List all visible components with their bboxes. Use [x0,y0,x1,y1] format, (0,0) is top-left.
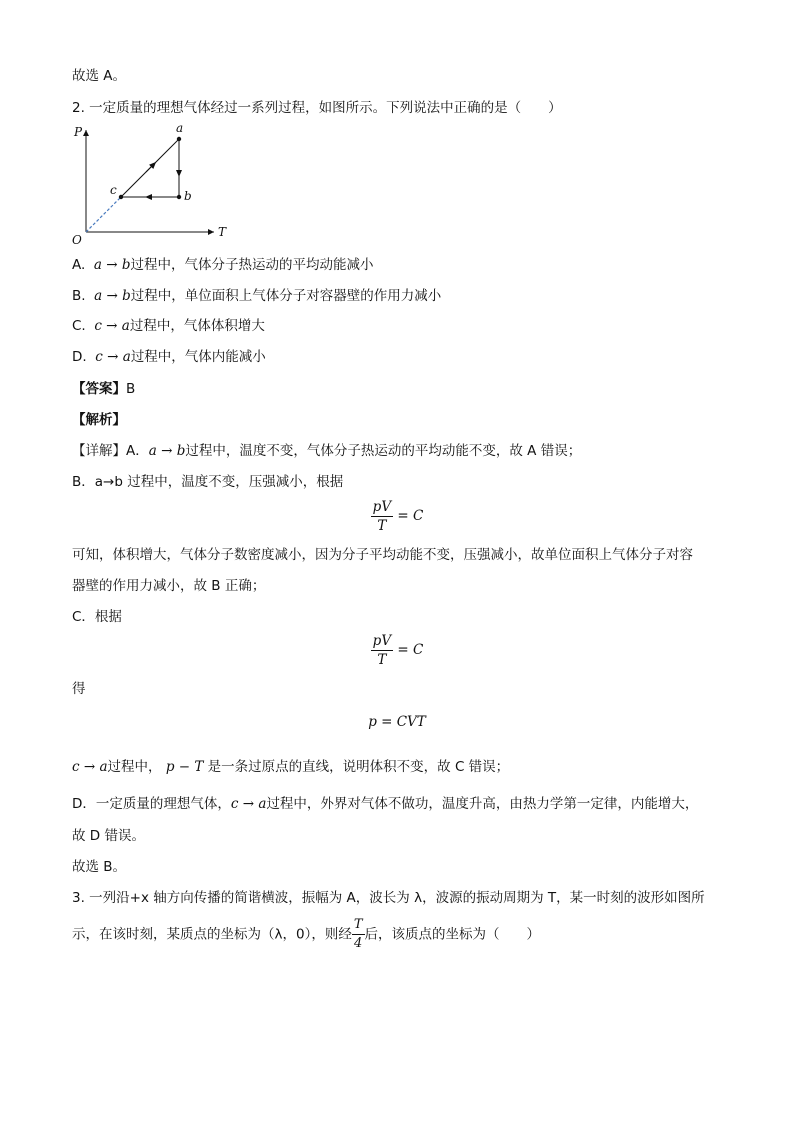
origin-label: O [72,233,82,247]
prev-conclusion: 故选 A。 [72,68,127,84]
extension-line [86,197,121,232]
answer-line: 【答案】B [72,381,136,397]
option-d: D. c → a过程中，气体内能减小 [72,349,266,365]
detail-a: 【详解】A．a → b过程中，温度不变，气体分子热运动的平均动能不变，故 A 错误； [72,443,582,459]
label-b: b [184,189,192,203]
point-a [177,137,181,141]
pt-diagram [66,120,236,248]
question-3-line1: 3. 一列沿+x 轴方向传播的简谐横波，振幅为 A，波长为 λ，波源的振动周期为 T，某一时刻的波形如图所 [72,890,705,906]
arrow-c-to-a [146,164,154,172]
p-axis-label: P [74,125,83,139]
detail-c-line: C．根据 [72,609,122,625]
question-3-line2: 示，在该时刻，某质点的坐标为（λ，0），则经 $\frac{T}{4}$ 后，该质点的坐标为（ ） [72,917,540,951]
detail-d-cont: 故 D 错误。 [72,828,145,844]
point-b [177,195,181,199]
detail-c-analysis: c → a过程中， p − T 是一条过原点的直线，说明体积不变，故 C 错误； [72,759,510,775]
option-a: A. a → b过程中，气体分子热运动的平均动能减小 [72,257,374,273]
detail-b-cont1: 可知，体积增大，气体分子数密度减小，因为分子平均动能不变，压强减小，故单位面积上气体分子对容 [72,547,693,563]
de-word: 得 [72,681,86,697]
detail-b-line: B．a→b 过程中，温度不变，压强减小，根据 [72,474,344,490]
formula-2: $\frac{pV}{T}$ = C [372,633,424,668]
point-c [119,195,123,199]
detail-b-cont2: 器壁的作用力减小，故 B 正确； [72,578,266,594]
question-2-stem: 2. 一定质量的理想气体经过一系列过程，如图所示。下列说法中正确的是（ ） [72,100,562,116]
formula-1: $\frac{pV}{T}$ = C [372,499,424,534]
analysis-tag: 【解析】 [72,412,126,428]
question-2-conclusion: 故选 B。 [72,859,127,875]
label-a: a [176,121,184,135]
t-axis-label: T [218,225,227,239]
option-c: C. c → a过程中，气体体积增大 [72,318,265,334]
option-b: B. a → b过程中，单位面积上气体分子对容器壁的作用力减小 [72,288,442,304]
label-c: c [110,183,117,197]
detail-d: D．一定质量的理想气体，c → a过程中，外界对气体不做功，温度升高，由热力学第一定律，内能增大， [72,796,699,812]
formula-3: p = CVT [368,714,426,730]
